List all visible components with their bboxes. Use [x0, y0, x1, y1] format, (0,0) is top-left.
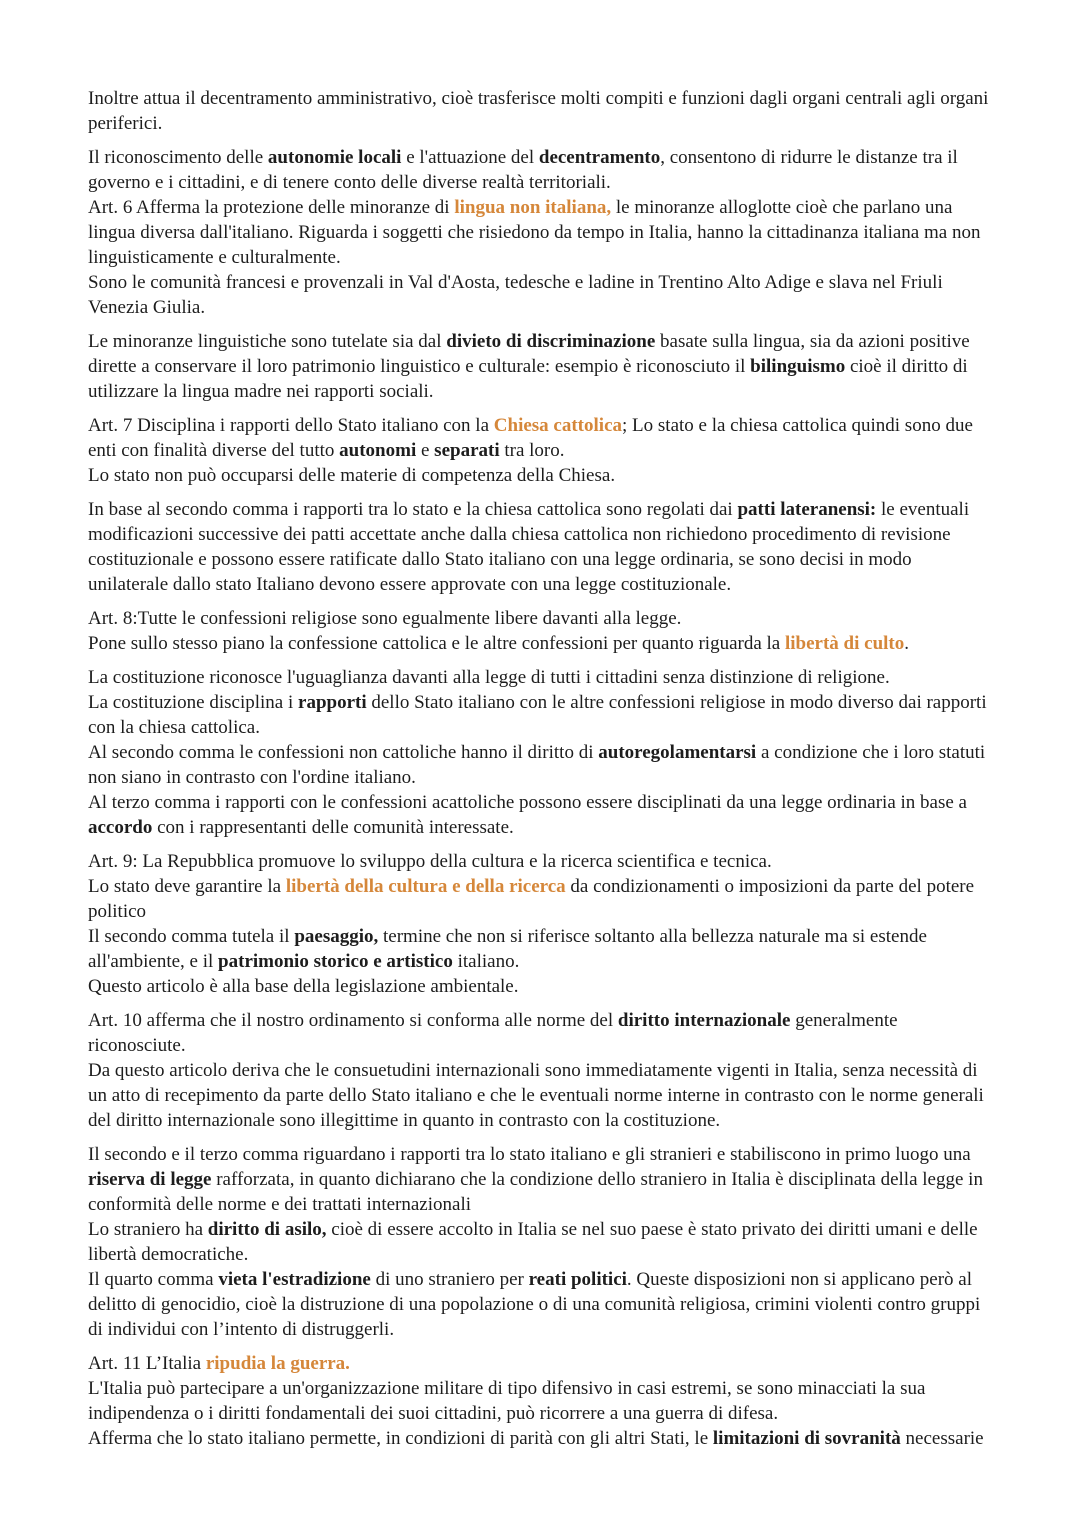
body-text: di uno straniero per	[370, 1269, 529, 1290]
paragraph	[88, 1351, 996, 1451]
bold-term: bilinguismo	[750, 356, 846, 377]
paragraph	[88, 849, 996, 999]
body-text: da condizionamenti o imposizioni da parte del potere politico	[88, 876, 975, 922]
body-text: , consentono di ridurre le distanze tra il governo e i cittadini, e di tenere conto delle diverse realtà territoriali.	[88, 147, 958, 193]
highlighted-term: libertà della cultura e della ricerca	[285, 876, 566, 897]
body-text: con i rappresentanti delle comunità interessate.	[152, 817, 514, 838]
body-text: a condizione che i loro statuti non siano in contrasto con l'ordine italiano.	[88, 742, 986, 788]
body-text: le eventuali modificazioni successive dei patti accettate anche dalla chiesa cattolica non richiedono procedimento di revisione costituzionale e possono essere ratificate dallo Stato italiano con una legge ordinaria, se sono decisi in modo unilaterale dallo stato Italiano devono essere approvate con una legge costituzionale.	[88, 499, 970, 595]
body-text: Al secondo comma le confessioni non cattoliche hanno il diritto di	[88, 742, 599, 763]
sentence-line	[88, 606, 996, 631]
body-text: La costituzione riconosce l'uguaglianza davanti alla legge di tutti i cittadini senza distinzione di religione.	[88, 667, 890, 688]
body-text: Sono le comunità francesi e provenzali in Val d'Aosta, tedesche e ladine in Trentino Alto Adige e slava nel Friuli Venezia Giulia.	[88, 272, 943, 318]
body-text: Lo stato deve garantire la	[88, 876, 286, 897]
paragraph	[88, 329, 996, 404]
sentence-line	[88, 1267, 996, 1342]
body-text: termine che non si riferisce soltanto alla bellezza naturale ma si estende all'ambiente, e il	[88, 926, 927, 972]
body-text: .	[904, 633, 910, 654]
body-text: generalmente riconosciute.	[88, 1010, 898, 1056]
paragraph	[88, 145, 996, 320]
bold-term: patti lateranensi:	[737, 499, 877, 520]
body-text: cioè il diritto di utilizzare la lingua madre nei rapporti sociali.	[88, 356, 968, 402]
paragraph	[88, 1142, 996, 1342]
body-text: . Queste disposizioni non si applicano però al delitto di genocidio, cioè la distruzione di una popolazione o di una comunità religiosa, crimini violenti contro gruppi di individui con l’intento di distruggerli.	[88, 1269, 981, 1340]
paragraph	[88, 606, 996, 656]
body-text: Art. 7 Disciplina i rapporti dello Stato italiano con la	[88, 415, 494, 436]
highlighted-term: lingua non italiana,	[454, 197, 612, 218]
body-text: dello Stato italiano con le altre confessioni religiose in modo diverso dai rapporti con la chiesa cattolica.	[88, 692, 987, 738]
bold-term: reati politici	[528, 1269, 627, 1290]
bold-term: patrimonio storico e artistico	[218, 951, 453, 972]
sentence-line	[88, 413, 996, 463]
body-text: Art. 9: La Repubblica promuove lo sviluppo della cultura e la ricerca scientifica e tecnica.	[88, 851, 772, 872]
sentence-line	[88, 790, 996, 840]
body-text: Il secondo comma tutela il	[88, 926, 295, 947]
bold-term: decentramento	[538, 147, 661, 168]
sentence-line	[88, 740, 996, 790]
body-text: cioè di essere accolto in Italia se nel suo paese è stato privato dei diritti umani e delle libertà democratiche.	[88, 1219, 978, 1265]
paragraph	[88, 497, 996, 597]
bold-term: separati	[434, 440, 500, 461]
body-text: Il secondo e il terzo comma riguardano i rapporti tra lo stato italiano e gli stranieri e stabiliscono in primo luogo una	[88, 1144, 971, 1165]
body-text: Inoltre attua il decentramento amministrativo, cioè trasferisce molti compiti e funzioni dagli organi centrali agli organi periferici.	[88, 88, 989, 134]
sentence-line	[88, 329, 996, 404]
bold-term: diritto internazionale	[617, 1010, 791, 1031]
paragraph	[88, 665, 996, 840]
body-text: italiano.	[452, 951, 520, 972]
sentence-line	[88, 145, 996, 195]
sentence-line	[88, 974, 996, 999]
body-text: Pone sullo stesso piano la confessione cattolica e le altre confessioni per quanto riguarda la	[88, 633, 785, 654]
body-text: In base al secondo comma i rapporti tra lo stato e la chiesa cattolica sono regolati dai	[88, 499, 738, 520]
sentence-line	[88, 1008, 996, 1058]
document-body	[88, 86, 996, 1451]
body-text: Art. 11 L’Italia	[88, 1353, 206, 1374]
body-text: Lo straniero ha	[88, 1219, 208, 1240]
body-text: necessarie	[900, 1428, 984, 1449]
body-text: e	[416, 440, 435, 461]
sentence-line	[88, 1058, 996, 1133]
sentence-line	[88, 874, 996, 924]
body-text: rafforzata, in quanto dichiarano che la condizione dello straniero in Italia è disciplinata della legge in conformità delle norme e dei trattati internazionali	[88, 1169, 983, 1215]
body-text: Da questo articolo deriva che le consuetudini internazionali sono immediatamente vigenti in Italia, senza necessità di un atto di recepimento da parte dello Stato italiano e che le eventuali norme interne in contrasto con le norme generali del diritto internazionale sono illegittime in quanto in contrasto con la costituzione.	[88, 1060, 984, 1131]
sentence-line	[88, 497, 996, 597]
bold-term: rapporti	[298, 692, 367, 713]
bold-term: vieta l'estradizione	[218, 1269, 371, 1290]
bold-term: accordo	[88, 817, 153, 838]
body-text: Lo stato non può occuparsi delle materie di competenza della Chiesa.	[88, 465, 616, 486]
highlighted-term: Chiesa cattolica	[493, 415, 623, 436]
body-text: basate sulla lingua, sia da azioni positive dirette a conservare il loro patrimonio linguistico e culturale: esempio è riconosciuto il	[88, 331, 970, 377]
bold-term: paesaggio,	[294, 926, 379, 947]
bold-term: autoregolamentarsi	[598, 742, 757, 763]
sentence-line	[88, 1142, 996, 1217]
sentence-line	[88, 1217, 996, 1267]
sentence-line	[88, 690, 996, 740]
body-text: Il riconoscimento delle	[88, 147, 268, 168]
sentence-line	[88, 849, 996, 874]
body-text: le minoranze alloglotte cioè che parlano una lingua diversa dall'italiano. Riguarda i soggetti che risiedono da tempo in Italia, hanno la cittadinanza italiana ma non linguisticamente e culturalmente.	[88, 197, 981, 268]
sentence-line	[88, 665, 996, 690]
sentence-line	[88, 1426, 996, 1451]
sentence-line	[88, 924, 996, 974]
body-text: Le minoranze linguistiche sono tutelate sia dal	[88, 331, 447, 352]
paragraph	[88, 413, 996, 488]
body-text: Questo articolo è alla base della legislazione ambientale.	[88, 976, 519, 997]
body-text: Afferma che lo stato italiano permette, in condizioni di parità con gli altri Stati, le	[88, 1428, 713, 1449]
body-text: La costituzione disciplina i	[88, 692, 299, 713]
sentence-line	[88, 270, 996, 320]
sentence-line	[88, 1351, 996, 1376]
sentence-line	[88, 1376, 996, 1426]
bold-term: divieto di discriminazione	[446, 331, 656, 352]
highlighted-term: libertà di culto	[784, 633, 905, 654]
body-text: L'Italia può partecipare a un'organizzazione militare di tipo difensivo in casi estremi, se sono minacciati la sua indipendenza o i diritti fondamentali dei suoi cittadini, può ricorrere a una guerra di difesa.	[88, 1378, 926, 1424]
paragraph	[88, 1008, 996, 1133]
bold-term: diritto di asilo,	[207, 1219, 327, 1240]
highlighted-term: ripudia la guerra.	[205, 1353, 350, 1374]
body-text: Art. 8:Tutte le confessioni religiose sono egualmente libere davanti alla legge.	[88, 608, 682, 629]
bold-term: riserva di legge	[88, 1169, 212, 1190]
sentence-line	[88, 86, 996, 136]
body-text: e l'attuazione del	[401, 147, 539, 168]
sentence-line	[88, 195, 996, 270]
body-text: tra loro.	[499, 440, 565, 461]
body-text: Il quarto comma	[88, 1269, 219, 1290]
body-text: Art. 6 Afferma la protezione delle minoranze di	[88, 197, 455, 218]
body-text: Al terzo comma i rapporti con le confessioni acattoliche possono essere disciplinati da una legge ordinaria in base a	[88, 792, 967, 813]
body-text: ; Lo stato e la chiesa cattolica quindi sono due enti con finalità diverse del tutto	[88, 415, 973, 461]
paragraph	[88, 86, 996, 136]
sentence-line	[88, 631, 996, 656]
body-text: Art. 10 afferma che il nostro ordinamento si conforma alle norme del	[88, 1010, 618, 1031]
bold-term: limitazioni di sovranità	[712, 1428, 901, 1449]
bold-term: autonomi	[339, 440, 417, 461]
bold-term: autonomie locali	[267, 147, 402, 168]
sentence-line	[88, 463, 996, 488]
